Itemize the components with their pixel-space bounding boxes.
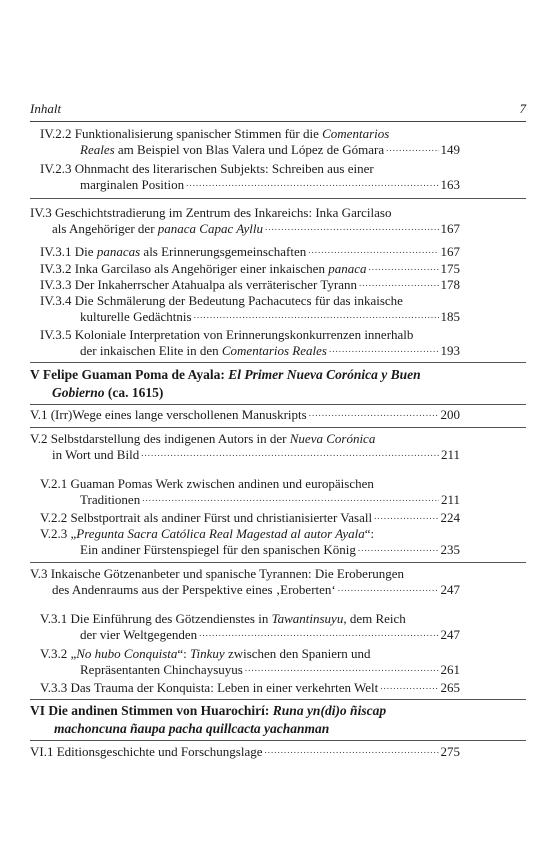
toc-entry-v-2-2[interactable]: V.2.2 Selbstportrait als andiner Fürst und christianisierter Vasall ..... 224: [40, 510, 460, 526]
toc-entry-iv-3[interactable]: IV.3 Geschichtstradierung im Zentrum des Inkareichs: Inka Garcilaso als Angehöriger der panaca Capac Ayllu ..... 167: [30, 205, 460, 237]
toc-entry-v-2-3[interactable]: V.2.3 „Pregunta Sacra Católica Real Magestad al autor Ayala“: Ein andiner Fürstenspiegel für den spanischen König ..... 235: [40, 526, 460, 558]
page-number: 211: [440, 492, 460, 507]
divider: [30, 404, 526, 405]
page-number: 261: [440, 662, 460, 677]
page-number: 163: [440, 177, 460, 192]
divider: [30, 427, 526, 428]
toc-entry-iv-2-3[interactable]: IV.2.3 Ohnmacht des literarischen Subjekts: Schreiben aus einer marginalen Position ..... 163: [40, 161, 460, 193]
page-number: 175: [440, 261, 460, 276]
toc-entry-iv-3-4[interactable]: IV.3.4 Die Schmälerung der Bedeutung Pachacutecs für das inkaische kulturelle Gedächtnis ..... 185: [40, 293, 460, 325]
chapter-heading-vi[interactable]: VI Die andinen Stimmen von Huarochirí: Runa yn(di)o ñiscap machoncuna ñaupa pacha quillcacta yachanman: [30, 703, 387, 736]
divider: [30, 562, 526, 563]
page-number: 247: [440, 582, 460, 597]
toc-entry-v-2[interactable]: V.2 Selbstdarstellung des indigenen Autors in der Nueva Corónica in Wort und Bild ..... 211: [30, 431, 460, 463]
toc-entry-v-3-2[interactable]: V.3.2 „No hubo Conquista“: Tinkuy zwischen den Spaniern und Repräsentanten Chinchaysuyus ..... 261: [40, 646, 460, 678]
page-number: 185: [440, 309, 460, 324]
page-number: 178: [440, 277, 460, 292]
chapter-heading-v[interactable]: V Felipe Guaman Poma de Ayala: El Primer Nueva Corónica y Buen Gobierno (ca. 1615): [30, 367, 421, 400]
divider: [30, 198, 526, 199]
page-number: 149: [440, 142, 460, 157]
page-number: 193: [440, 343, 460, 358]
page-number: 235: [440, 542, 460, 557]
header-page-number: 7: [519, 101, 526, 116]
divider: [30, 740, 526, 741]
page-number: 211: [440, 447, 460, 462]
toc-entry-iv-3-1[interactable]: IV.3.1 Die panacas als Erinnerungsgemeinschaften ..... 167: [40, 244, 460, 260]
toc-entry-v-3-3[interactable]: V.3.3 Das Trauma der Konquista: Leben in einer verkehrten Welt ..... 265: [40, 680, 460, 696]
page-number: 167: [440, 244, 460, 259]
page-number: 224: [440, 510, 460, 525]
toc-entry-v-3-1[interactable]: V.3.1 Die Einführung des Götzendienstes in Tawantinsuyu, dem Reich der vier Weltgegenden ..... 247: [40, 611, 460, 643]
header-section-title: Inhalt: [30, 101, 62, 116]
page-number: 275: [440, 744, 460, 759]
toc-entry-iv-3-2[interactable]: IV.3.2 Inka Garcilaso als Angehöriger einer inkaischen panaca ..... 175: [40, 261, 460, 277]
toc-entry-v-3[interactable]: V.3 Inkaische Götzenanbeter und spanische Tyrannen: Die Eroberungen des Andenraums aus der Perspektive eines ‚Eroberten‘ ..... 247: [30, 566, 460, 598]
toc-entry-vi-1[interactable]: VI.1 Editionsgeschichte und Forschungslage ..... 275: [30, 744, 460, 760]
page-number: 247: [440, 627, 460, 642]
page-number: 200: [440, 407, 460, 422]
toc-entry-iv-2-2[interactable]: IV.2.2 Funktionalisierung spanischer Stimmen für die Comentarios Reales am Beispiel von Blas Valera und López de Gómara ..... 149: [40, 126, 460, 158]
toc-entry-v-1[interactable]: V.1 (Irr)Wege eines lange verschollenen Manuskripts ..... 200: [30, 407, 460, 423]
toc-entry-iv-3-5[interactable]: IV.3.5 Koloniale Interpretation von Erinnerungskonkurrenzen innerhalb der inkaischen Elite in den Comentarios Reales ..... 193: [40, 327, 460, 359]
divider: [30, 699, 526, 700]
divider: [30, 362, 526, 363]
toc-entry-iv-3-3[interactable]: IV.3.3 Der Inkaherrscher Atahualpa als verräterischer Tyrann ..... 178: [40, 277, 460, 293]
page-number: 167: [440, 221, 460, 236]
toc-entry-v-2-1[interactable]: V.2.1 Guaman Pomas Werk zwischen andinen und europäischen Traditionen ..... 211: [40, 476, 460, 508]
page-number: 265: [440, 680, 460, 695]
